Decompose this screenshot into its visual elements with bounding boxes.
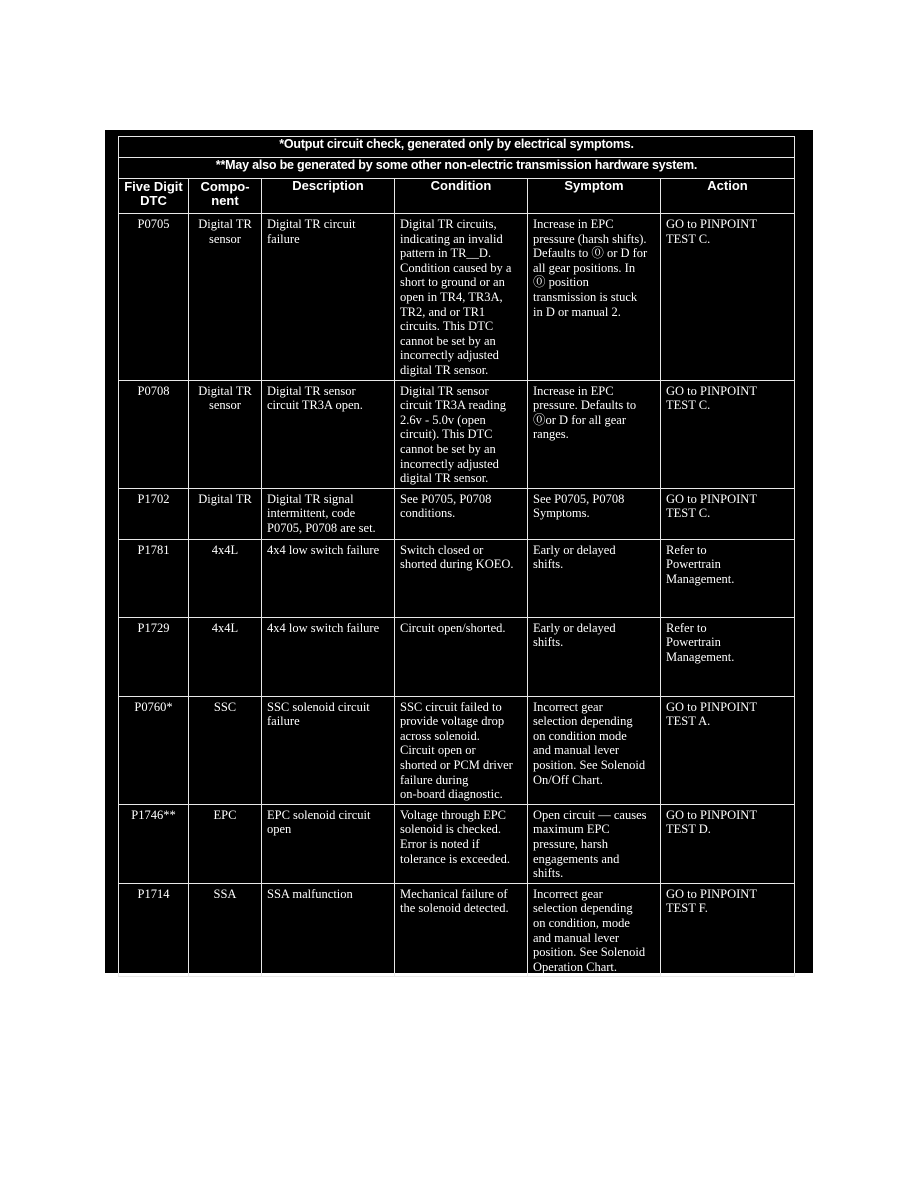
dtc-code: P0708 <box>119 380 189 488</box>
component: EPC <box>189 804 262 883</box>
table-row <box>119 883 795 977</box>
condition: Mechanical failure of the solenoid detected. <box>395 883 528 977</box>
dtc-code: P1702 <box>119 488 189 539</box>
header-condition: Condition <box>395 179 528 214</box>
symptom: Early or delayed shifts. <box>528 617 661 696</box>
symptom: Incorrect gear selection depending on condition mode and manual lever position. See Solenoid On/Off Chart. <box>528 696 661 804</box>
dtc-code: P1714 <box>119 883 189 977</box>
symptom: Incorrect gear selection depending on condition, mode and manual lever position. See Solenoid Operation Chart. <box>528 883 661 977</box>
table-row <box>119 804 795 883</box>
footnote-output-circuit: *Output circuit check, generated only by electrical symptoms. <box>119 137 795 158</box>
symptom: See P0705, P0708 Symptoms. <box>528 488 661 539</box>
condition: Circuit open/shorted. <box>395 617 528 696</box>
component: Digital TR sensor <box>189 214 262 381</box>
description: SSA malfunction <box>262 883 395 977</box>
condition: See P0705, P0708 conditions. <box>395 488 528 539</box>
condition: Switch closed or shorted during KOEO. <box>395 539 528 617</box>
dtc-code: P0705 <box>119 214 189 381</box>
description: 4x4 low switch failure <box>262 617 395 696</box>
action: Refer to Powertrain Management. <box>661 539 795 617</box>
description: EPC solenoid circuit open <box>262 804 395 883</box>
dtc-code: P1746** <box>119 804 189 883</box>
header-dtc: Five Digit DTC <box>119 179 189 214</box>
description: 4x4 low switch failure <box>262 539 395 617</box>
dtc-code: P0760* <box>119 696 189 804</box>
table-row <box>119 539 795 617</box>
component: Digital TR sensor <box>189 380 262 488</box>
action: GO to PINPOINT TEST C. <box>661 214 795 381</box>
footnote-non-electric: **May also be generated by some other non-electric transmission hardware system. <box>119 158 795 179</box>
header-description: Description <box>262 179 395 214</box>
component: 4x4L <box>189 539 262 617</box>
column-header-row <box>119 179 795 214</box>
action: GO to PINPOINT TEST A. <box>661 696 795 804</box>
component: Digital TR <box>189 488 262 539</box>
description: Digital TR circuit failure <box>262 214 395 381</box>
table-row <box>119 617 795 696</box>
condition: Digital TR circuits, indicating an invalid pattern in TR__D. Condition caused by a short to ground or an open in TR4, TR3A, TR2, and or TR1 circuits. This DTC cannot be set by an incorrectly adjusted digital TR sensor. <box>395 214 528 381</box>
table-row <box>119 488 795 539</box>
dtc-code: P1781 <box>119 539 189 617</box>
component: SSC <box>189 696 262 804</box>
condition: Voltage through EPC solenoid is checked. Error is noted if tolerance is exceeded. <box>395 804 528 883</box>
symptom: Increase in EPC pressure (harsh shifts). Defaults to ⓪ or D for all gear positions. In ⓪ position transmission is stuck in D or manual 2. <box>528 214 661 381</box>
action: GO to PINPOINT TEST F. <box>661 883 795 977</box>
dtc-table <box>118 136 795 977</box>
description: SSC solenoid circuit failure <box>262 696 395 804</box>
scanned-table-frame <box>105 130 813 973</box>
component: 4x4L <box>189 617 262 696</box>
header-action: Action <box>661 179 795 214</box>
condition: Digital TR sensor circuit TR3A reading 2.6v - 5.0v (open circuit). This DTC cannot be set by an incorrectly adjusted digital TR sensor. <box>395 380 528 488</box>
symptom: Open circuit — causes maximum EPC pressure, harsh engagements and shifts. <box>528 804 661 883</box>
description: Digital TR sensor circuit TR3A open. <box>262 380 395 488</box>
action: Refer to Powertrain Management. <box>661 617 795 696</box>
dtc-code: P1729 <box>119 617 189 696</box>
header-component: Compo- nent <box>189 179 262 214</box>
table-row <box>119 696 795 804</box>
table-row <box>119 214 795 381</box>
symptom: Early or delayed shifts. <box>528 539 661 617</box>
action: GO to PINPOINT TEST C. <box>661 380 795 488</box>
action: GO to PINPOINT TEST D. <box>661 804 795 883</box>
condition: SSC circuit failed to provide voltage drop across solenoid. Circuit open or shorted or PCM driver failure during on-board diagnostic. <box>395 696 528 804</box>
description: Digital TR signal intermittent, code P0705, P0708 are set. <box>262 488 395 539</box>
action: GO to PINPOINT TEST C. <box>661 488 795 539</box>
header-symptom: Symptom <box>528 179 661 214</box>
component: SSA <box>189 883 262 977</box>
table-row <box>119 380 795 488</box>
symptom: Increase in EPC pressure. Defaults to ⓪or D for all gear ranges. <box>528 380 661 488</box>
